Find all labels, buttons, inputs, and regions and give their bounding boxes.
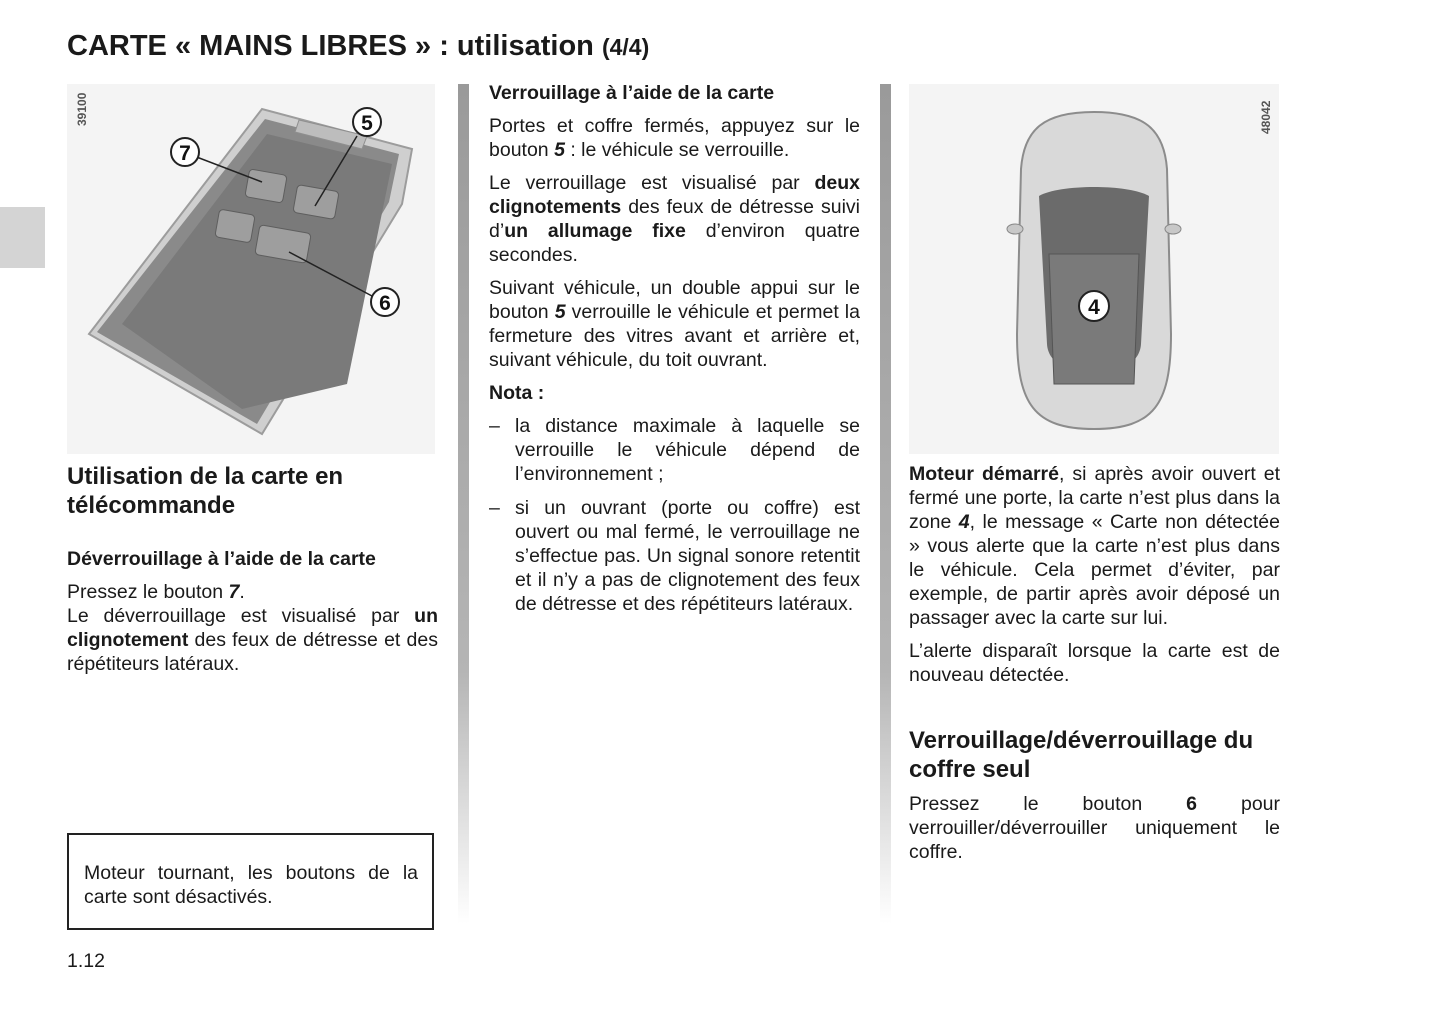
section-heading-remote: Utilisation de la carte en télécommande [67, 463, 344, 519]
section-heading-boot: Verrouillage/déverrouillage du coffre seul [909, 727, 1254, 783]
double-press-text: Suivant véhicule, un double appui sur le bouton 5 verrouille le véhicule et permet la fermeture des vitres avant et arrière et, suivant véhicule, du toit ouvrant. [489, 277, 860, 371]
callout-7-label: 7 [179, 142, 191, 165]
car-zone-illustration [909, 84, 1279, 454]
unlocking-subheading: Déverrouillage à l’aide de la carte [67, 548, 376, 570]
right-column [909, 462, 1280, 873]
callout-4-label: 4 [1088, 296, 1100, 319]
page-number: 1.12 [67, 950, 105, 972]
figure-code: 39100 [75, 92, 89, 126]
column-divider-1 [458, 84, 469, 924]
callout-6-label: 6 [379, 292, 391, 315]
column-divider-2 [880, 84, 891, 924]
unlock-instruction: Pressez le bouton 7. [67, 581, 245, 603]
note-text: Moteur tournant, les boutons de la carte sont désactivés. [84, 862, 418, 908]
page-title-main: CARTE « MAINS LIBRES » : utilisation [67, 30, 594, 62]
key-card-illustration [67, 84, 435, 454]
locking-subheading: Verrouillage à l’aide de la carte [489, 82, 775, 104]
left-column [67, 462, 438, 685]
lock-visual-text: Le verrouillage est visualisé par deux clignotements des feux de détresse suivi d’un allumage fixe d’environ quatre secondes. [489, 172, 860, 266]
callout-5-label: 5 [361, 112, 373, 135]
alert-disappears-text: L’alerte disparaît lorsque la carte est de nouveau détectée. [909, 640, 1280, 686]
middle-column [489, 81, 860, 626]
lock-instruction: Portes et coffre fermés, appuyez sur le bouton 5 : le véhicule se verrouille. [489, 115, 860, 161]
nota-heading: Nota : [489, 382, 545, 404]
list-item: – si un ouvrant (porte ou coffre) est ouvert ou mal fermé, le verrouillage ne s’effectue pas. Un signal sonore retentit et il n’y a pas de clignotement des feux de détresse et des répétiteurs latéraux. [489, 497, 860, 615]
engine-running-text: Moteur démarré, si après avoir ouvert et fermé une porte, la carte n’est plus dans la zone 4, le message « Carte non détectée » vous alerte que la carte n’est plus dans le véhicule. Cela permet d’éviter, par exemple, de partir après avoir déposé un passager avec la carte sur lui. [909, 463, 1281, 629]
chapter-side-tab [0, 207, 45, 268]
key-card-drawing [67, 84, 435, 454]
note-box [67, 833, 434, 930]
page-title-suffix: (4/4) [601, 34, 650, 60]
boot-instruction: Pressez le bouton 6 pour verrouiller/déverrouiller uniquement le coffre. [909, 793, 1281, 863]
unlock-visual-text: Le déverrouillage est visualisé par un clignotement des feux de détresse et des répétiteurs latéraux. [67, 605, 438, 675]
figure-code: 48042 [1259, 100, 1273, 134]
list-item: – la distance maximale à laquelle se verrouille le véhicule dépend de l’environnement ; [489, 415, 860, 485]
page-title [67, 30, 649, 63]
car-top-view-drawing [909, 84, 1279, 454]
nota-list [489, 414, 860, 616]
